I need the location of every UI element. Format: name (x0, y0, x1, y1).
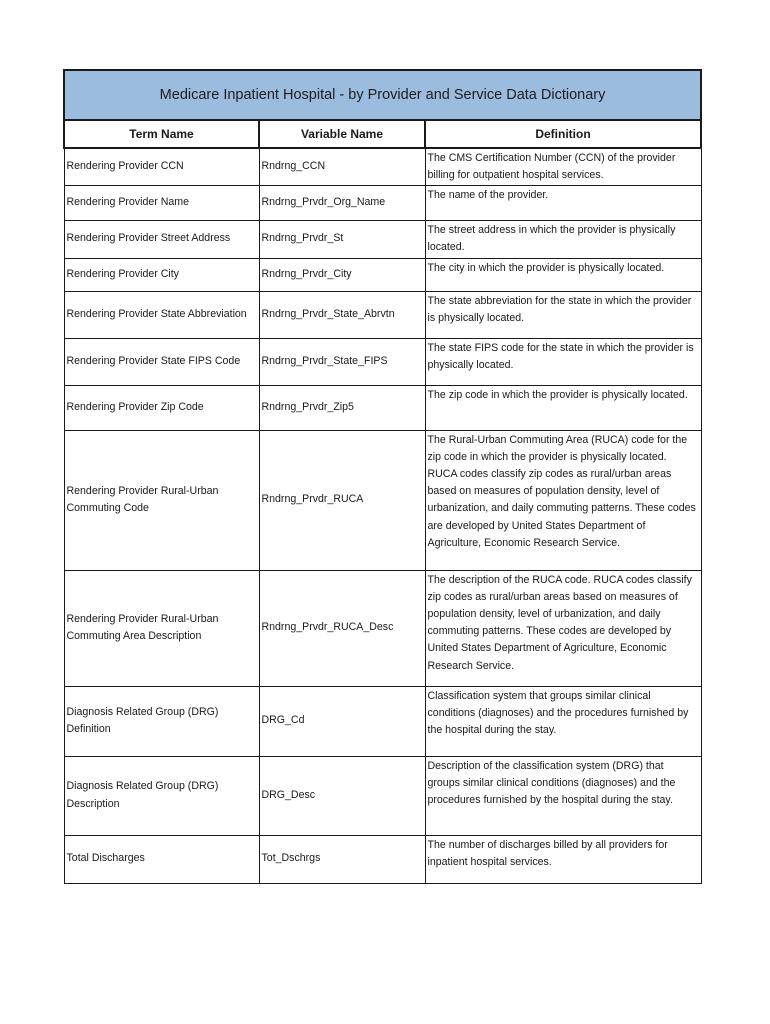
table-row (64, 385, 701, 430)
definition-cell: The state FIPS code for the state in which the provider is physically located. (425, 338, 701, 385)
variable-cell: Tot_Dschrgs (259, 835, 425, 883)
definition-cell: The city in which the provider is physically located. (425, 258, 701, 291)
variable-cell: Rndrng_Prvdr_State_Abrvtn (259, 291, 425, 338)
table-row (64, 338, 701, 385)
column-header-term: Term Name (64, 120, 259, 148)
variable-cell: Rndrng_CCN (259, 148, 425, 185)
definition-cell: The street address in which the provider is physically located. (425, 220, 701, 258)
definition-cell: The number of discharges billed by all providers for inpatient hospital services. (425, 835, 701, 883)
column-header-definition: Definition (425, 120, 701, 148)
definition-cell: The Rural-Urban Commuting Area (RUCA) code for the zip code in which the provider is physically located. RUCA codes classify zip codes as rural/urban areas based on measures of population density, level of urbanization, and daily commuting patterns. These codes are developed by United States Department of Agriculture, Economic Research Service. (425, 430, 701, 570)
table-row (64, 291, 701, 338)
variable-cell: Rndrng_Prvdr_City (259, 258, 425, 291)
term-cell: Rendering Provider Street Address (64, 220, 259, 258)
definition-cell: Description of the classification system (DRG) that groups similar clinical conditions (diagnoses) and the procedures furnished by the hospital during the stay. (425, 756, 701, 835)
variable-cell: Rndrng_Prvdr_Zip5 (259, 385, 425, 430)
term-cell: Total Discharges (64, 835, 259, 883)
table-row (64, 220, 701, 258)
variable-cell: Rndrng_Prvdr_RUCA_Desc (259, 570, 425, 686)
definition-cell: The name of the provider. (425, 185, 701, 220)
term-cell: Rendering Provider City (64, 258, 259, 291)
variable-cell: DRG_Desc (259, 756, 425, 835)
variable-cell: DRG_Cd (259, 686, 425, 756)
definition-cell: The CMS Certification Number (CCN) of the provider billing for outpatient hospital services. (425, 148, 701, 185)
term-cell: Diagnosis Related Group (DRG) Description (64, 756, 259, 835)
column-header-variable: Variable Name (259, 120, 425, 148)
table-row (64, 430, 701, 570)
table-row (64, 570, 701, 686)
term-cell: Rendering Provider CCN (64, 148, 259, 185)
table-row (64, 258, 701, 291)
data-dictionary-table (63, 69, 702, 884)
table-row (64, 686, 701, 756)
variable-cell: Rndrng_Prvdr_St (259, 220, 425, 258)
definition-cell: Classification system that groups similar clinical conditions (diagnoses) and the procedures furnished by the hospital during the stay. (425, 686, 701, 756)
term-cell: Rendering Provider State Abbreviation (64, 291, 259, 338)
definition-cell: The zip code in which the provider is physically located. (425, 385, 701, 430)
variable-cell: Rndrng_Prvdr_Org_Name (259, 185, 425, 220)
term-cell: Rendering Provider Rural-Urban Commuting Area Description (64, 570, 259, 686)
term-cell: Rendering Provider State FIPS Code (64, 338, 259, 385)
table-row (64, 148, 701, 185)
term-cell: Rendering Provider Rural-Urban Commuting Code (64, 430, 259, 570)
definition-cell: The state abbreviation for the state in which the provider is physically located. (425, 291, 701, 338)
header-row (64, 120, 701, 148)
definition-cell: The description of the RUCA code. RUCA codes classify zip codes as rural/urban areas based on measures of population density, level of urbanization, and daily commuting patterns. These codes are developed by United States Department of Agriculture, Economic Research Service. (425, 570, 701, 686)
variable-cell: Rndrng_Prvdr_RUCA (259, 430, 425, 570)
table-row (64, 756, 701, 835)
term-cell: Diagnosis Related Group (DRG) Definition (64, 686, 259, 756)
variable-cell: Rndrng_Prvdr_State_FIPS (259, 338, 425, 385)
table-row (64, 835, 701, 883)
table-row (64, 185, 701, 220)
term-cell: Rendering Provider Name (64, 185, 259, 220)
term-cell: Rendering Provider Zip Code (64, 385, 259, 430)
table-title: Medicare Inpatient Hospital - by Provider and Service Data Dictionary (64, 70, 701, 120)
